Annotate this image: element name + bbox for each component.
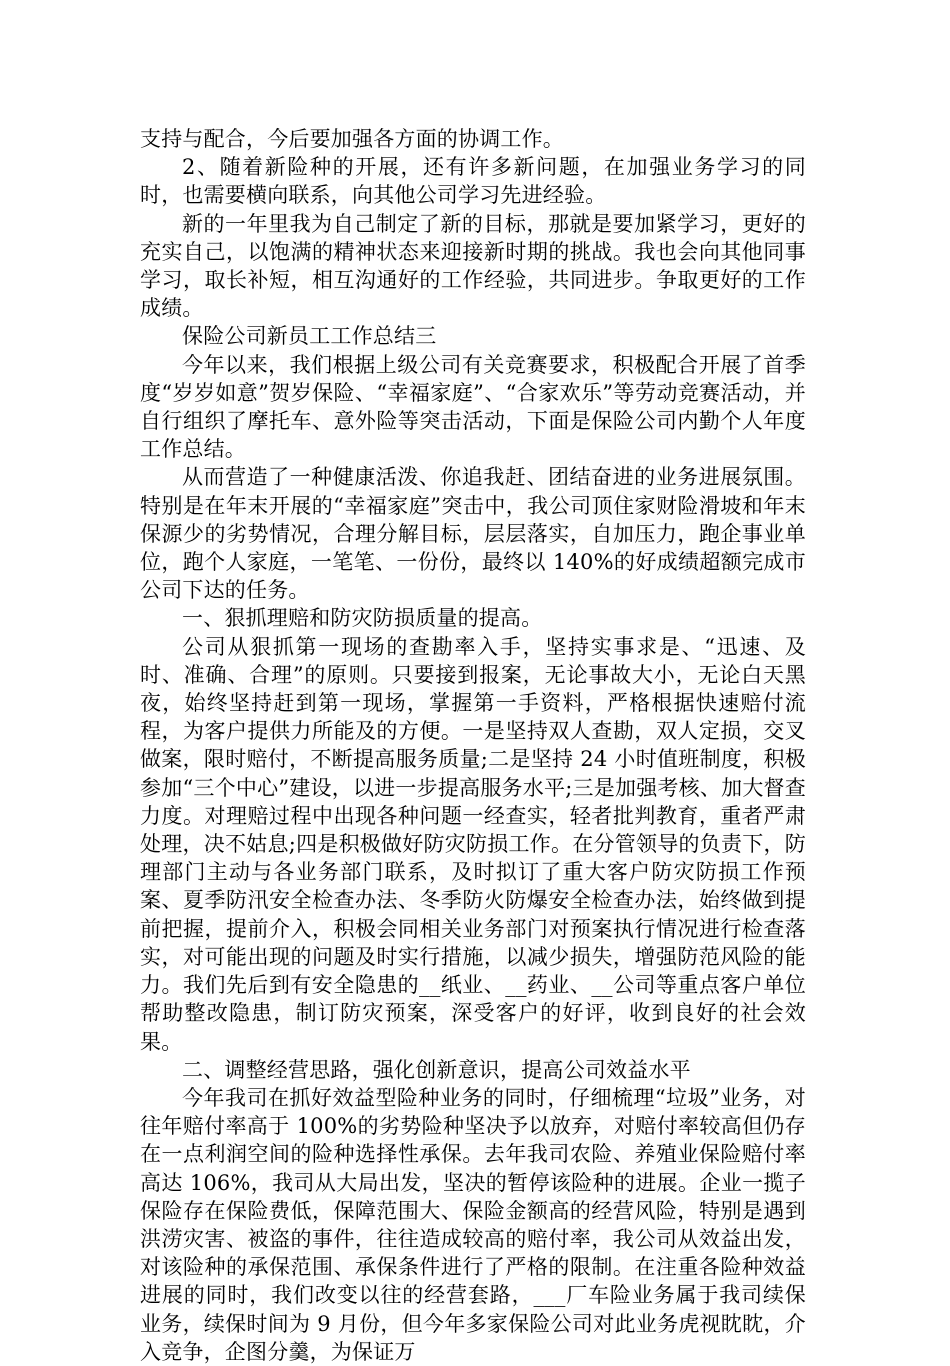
section-heading: 保险公司新员工工作总结三 [182, 324, 437, 349]
paragraph: 今年我司在抓好效益型险种业务的同时，仔细梳理“垃圾”业务，对往年赔付率高于 100%的劣势险种坚决予以放弃，对赔付率较高但仍存在一点利润空间的险种选择性承保。去年我司农险、养殖业保险赔付率高达 106%，我司从大局出发，坚决的暂停该险种的进展。企业一揽子保险存在保险费低，保障范围大、保险金额高的经营风险，特别是遇到洪涝灾害、被盗的事件，往往造成较高的赔付率，我公司从效益出发，对该险种的承保范围、承保条件进行了严格的限制。在注重各险种效益进展的同时，我们改变以往的经营套路，___厂车险业务属于我司续保业务，续保时间为 9 月份，但今年多家保险公司对此业务虎视眈眈，介入竞争，企图分羹，为保证万 [140, 1085, 806, 1364]
paragraph: 今年以来，我们根据上级公司有关竞赛要求，积极配合开展了首季度“岁岁如意”贺岁保险、“幸福家庭”、“合家欢乐”等劳动竞赛活动，并自行组织了摩托车、意外险等突击活动，下面是保险公司内勤个人年度工作总结。 [140, 352, 806, 462]
document-body [140, 125, 806, 1366]
paragraph: 公司从狠抓第一现场的查勘率入手，坚持实事求是、“迅速、及时、准确、合理”的原则。只要接到报案，无论事故大小，无论白天黑夜，始终坚持赶到第一现场，掌握第一手资料，严格根据快速赔付流程，为客户提供力所能及的方便。一是坚持双人查勘，双人定损，交叉做案，限时赔付，不断提高服务质量;二是坚持 24 小时值班制度，积极参加“三个中心”建设，以进一步提高服务水平;三是加强考核、加大督查力度。对理赔过程中出现各种问题一经查实，轻者批判教育，重者严肃处理，决不姑息;四是积极做好防灾防损工作。在分管领导的负责下，防理部门主动与各业务部门联系，及时拟订了重大客户防灾防损工作预案、夏季防汛安全检查办法、冬季防火防爆安全检查办法，始终做到提前把握，提前介入，积极会同相关业务部门对预案执行情况进行检查落实，对可能出现的问题及时实行措施，以减少损失，增强防范风险的能力。我们先后到有安全隐患的__纸业、__药业、__公司等重点客户单位帮助整改隐患，制订防灾预案，深受客户的好评，收到良好的社会效果。 [140, 634, 806, 1054]
paragraph: 2、随着新险种的开展，还有许多新问题，在加强业务学习的同时，也需要横向联系，向其他公司学习先进经验。 [140, 155, 806, 208]
paragraph: 从而营造了一种健康活泼、你追我赶、团结奋进的业务进展氛围。特别是在年末开展的“幸福家庭”突击中，我公司顶住家财险滑坡和年末保源少的劣势情况，合理分解目标，层层落实，自加压力，跑企事业单位，跑个人家庭，一笔笔、一份份，最终以 140%的好成绩超额完成市公司下达的任务。 [140, 465, 806, 603]
paragraph: 新的一年里我为自己制定了新的目标，那就是要加紧学习，更好的充实自己，以饱满的精神状态来迎接新时期的挑战。我也会向其他同事学习，取长补短，相互沟通好的工作经验，共同进步。争取更好的工作成绩。 [140, 211, 806, 321]
paragraph: 支持与配合，今后要加强各方面的协调工作。 [140, 127, 564, 151]
section-heading: 一、狠抓理赔和防灾防损质量的提高。 [182, 606, 543, 631]
section-heading: 二、调整经营思路，强化创新意识，提高公司效益水平 [182, 1057, 691, 1082]
